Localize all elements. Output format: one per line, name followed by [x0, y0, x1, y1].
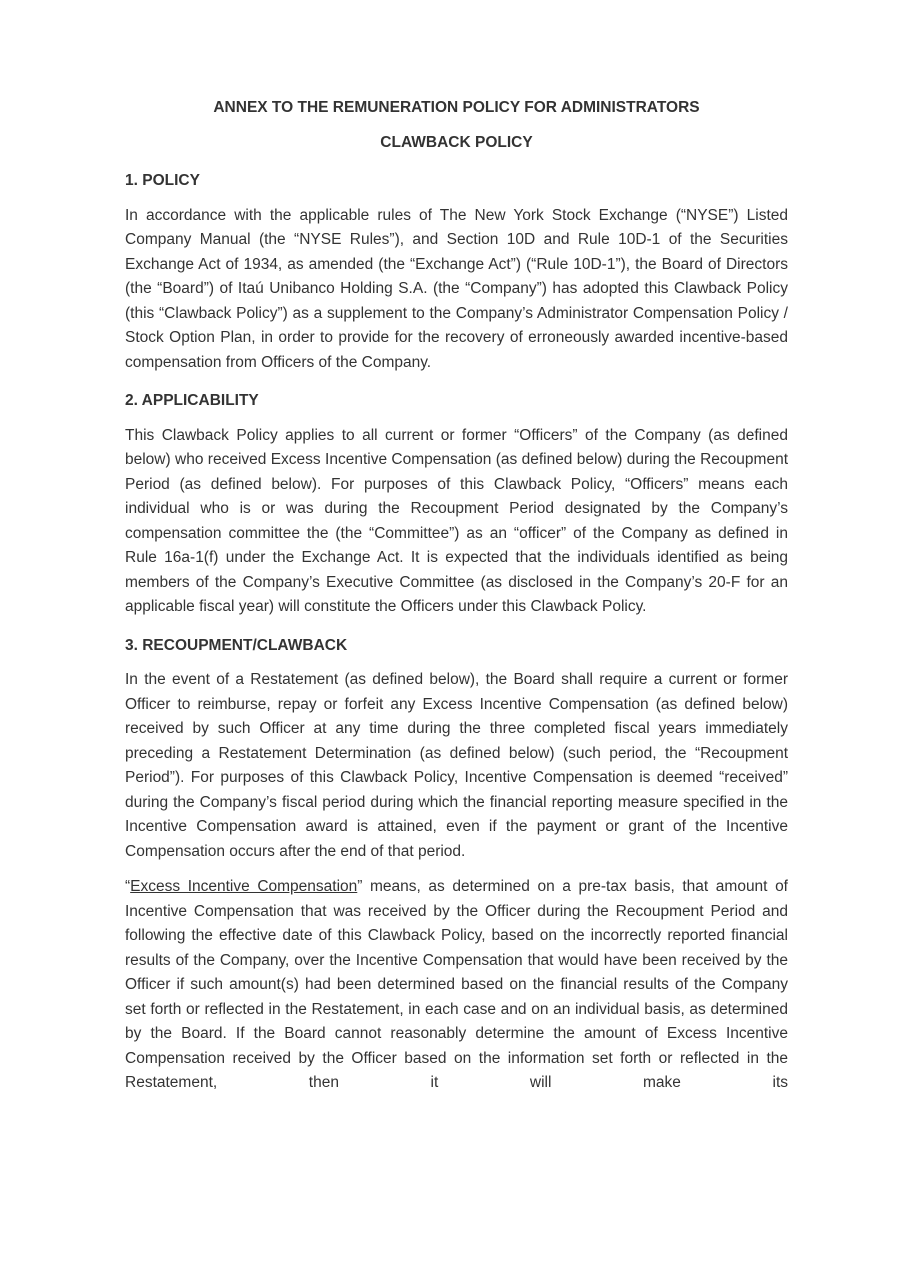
defined-term-underlined: Excess Incentive Compensation — [130, 878, 358, 895]
recoupment-paragraph: In the event of a Restatement (as defined below), the Board shall require a current or former Officer to reimburse, repay or forfeit any Excess Incentive Compensation (as defined below) received by such Officer at any time during the three completed fiscal years immediately preceding a Restatement Determination (as defined below) (such period, the “Recoupment Period”). For purposes of this Clawback Policy, Incentive Compensation is deemed “received” during the Company’s fiscal period during which the financial reporting measure specified in the Incentive Compensation award is attained, even if the payment or grant of the Incentive Compensation occurs after the end of that period. — [125, 671, 788, 860]
section-heading-policy: 1. POLICY — [125, 172, 200, 189]
applicability-paragraph: This Clawback Policy applies to all current or former “Officers” of the Company (as defined below) who received Excess Incentive Compensation (as defined below) during the Recoupment Period (as defined below). For purposes of this Clawback Policy, “Officers” means each individual who is or was during the Recoupment Period designated by the Company’s compensation committee the (the “Committee”) as an “officer” of the Company as defined in Rule 16a-1(f) under the Exchange Act. It is expected that the individuals identified as being members of the Company’s Executive Committee (as disclosed in the Company’s 20-F for an applicable fiscal year) will constitute the Officers under this Clawback Policy. — [125, 426, 788, 615]
policy-paragraph: In accordance with the applicable rules of The New York Stock Exchange (“NYSE”) Listed Company Manual (the “NYSE Rules”), and Section 10D and Rule 10D-1 of the Securities Exchange Act of 1934, as amended (the “Exchange Act”) (“Rule 10D-1”), the Board of Directors (the “Board”) of Itaú Unibanco Holding S.A. (the “Company”) has adopted this Clawback Policy (this “Clawback Policy”) as a supplement to the Company’s Administrator Compensation Policy / Stock Option Plan, in order to provide for the recovery of erroneously awarded incentive-based compensation from Officers of the Company. — [125, 206, 788, 371]
document-subtitle: CLAWBACK POLICY — [380, 133, 533, 151]
document-title: ANNEX TO THE REMUNERATION POLICY FOR ADMINISTRATORS — [213, 99, 700, 116]
section-heading-recoupment-clawback: 3. RECOUPMENT/CLAWBACK — [125, 636, 348, 654]
section-heading-applicability: 2. APPLICABILITY — [125, 392, 259, 409]
excess-incentive-compensation-paragraph — [125, 875, 788, 1096]
defined-term-definition-text: ” means, as determined on a pre-tax basis, that amount of Incentive Compensation that was received by the Officer during the Recoupment Period and following the effective date of this Clawback Policy, based on the incorrectly reported financial results of the Company, over the Incentive Compensation that would have been received by the Officer if such amount(s) had been determined based on the financial results of the Company set forth or reflected in the Restatement, in each case and on an individual basis, as determined by the Board. If the Board cannot reasonably determine the amount of Excess Incentive Compensation received by the Officer based on the information set forth or reflected in the Restatement, then it will make its — [125, 878, 788, 1091]
defined-term-open-quote: “ — [125, 878, 131, 895]
